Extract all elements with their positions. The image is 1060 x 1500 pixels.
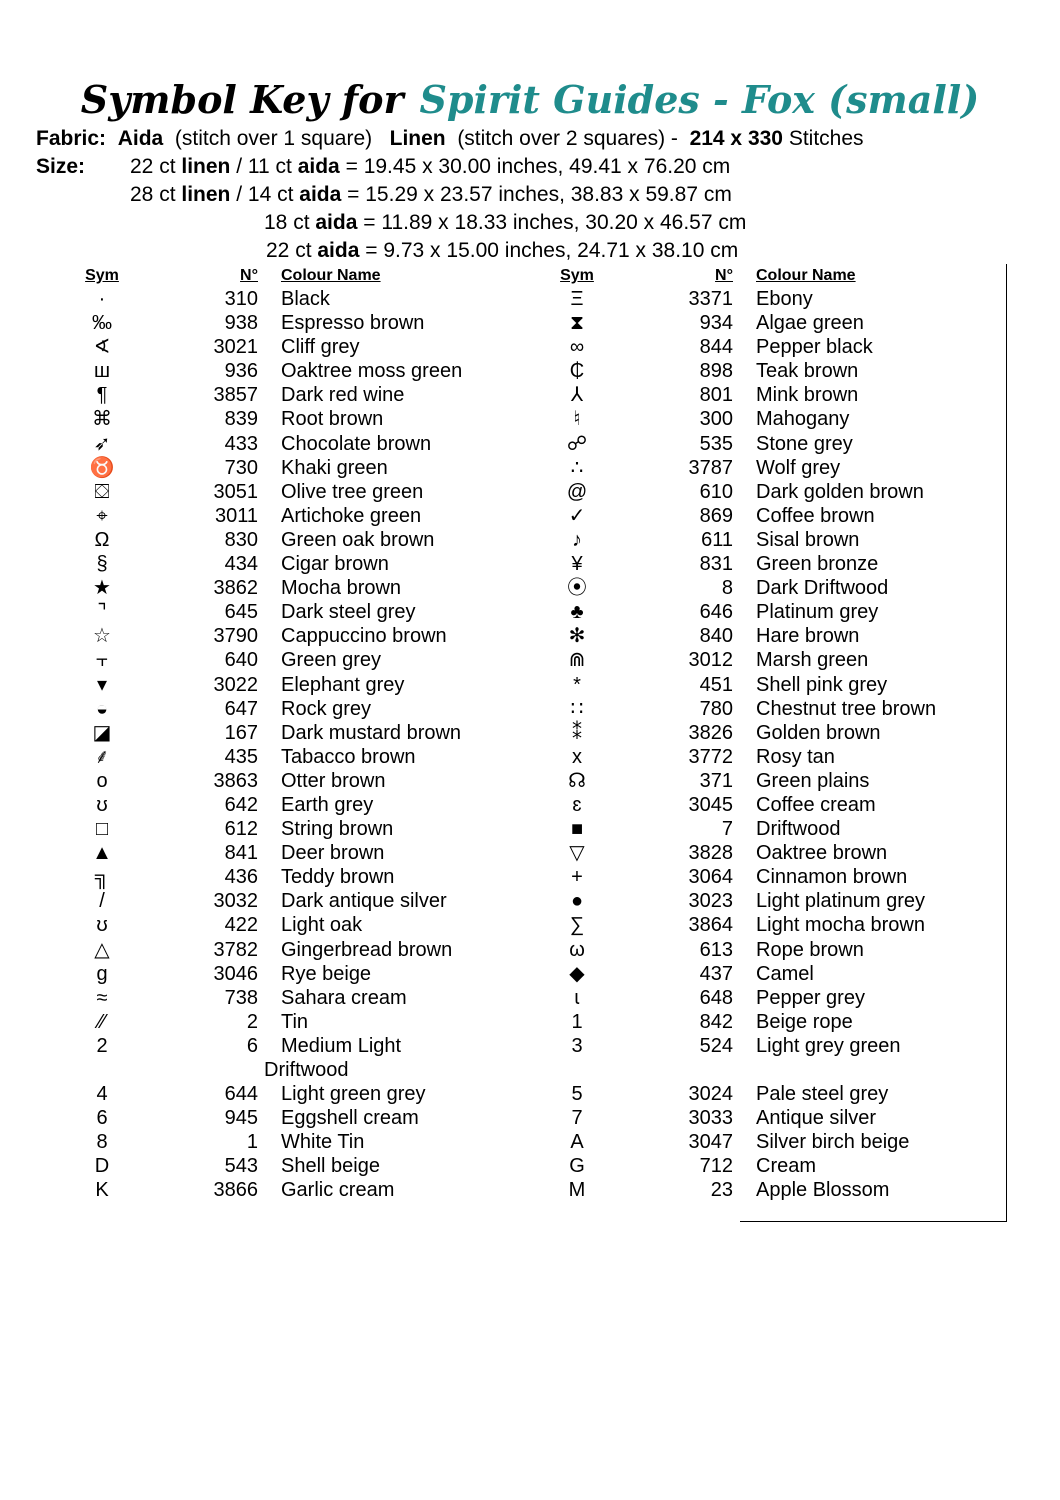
symbol-glyph: Ξ: [570, 288, 584, 310]
colour-name: Dark antique silver: [281, 890, 447, 913]
colour-name: Pale steel grey: [756, 1083, 889, 1106]
header-sym: Sym: [85, 267, 119, 284]
colour-name: Tabacco brown: [281, 745, 416, 768]
colour-name: Eggshell cream: [281, 1107, 419, 1130]
colour-name: Green oak brown: [281, 528, 435, 551]
floss-number: 3866: [213, 1179, 258, 1202]
symbol-glyph: ш: [93, 360, 111, 383]
symbol-glyph: ⛋: [94, 480, 110, 503]
floss-number: 644: [224, 1083, 258, 1106]
colour-name: Wolf grey: [756, 456, 841, 479]
fabric-line: [0, 125, 1060, 153]
symbol-glyph: ω: [569, 938, 585, 961]
colour-name: Ebony: [756, 288, 813, 310]
symbol-glyph: /: [99, 890, 105, 913]
colour-name: Cliff grey: [281, 336, 360, 359]
colour-name: Chocolate brown: [281, 432, 432, 455]
symbol-glyph: ⸙: [94, 745, 110, 768]
symbol-glyph: G: [569, 1155, 585, 1178]
floss-number: 3863: [213, 769, 258, 792]
symbol-glyph: ▾: [96, 673, 108, 696]
size-fabric: linen: [181, 183, 231, 206]
floss-number: 3023: [688, 890, 733, 913]
floss-number: 611: [701, 528, 733, 551]
symbol-glyph: ➶: [93, 432, 111, 455]
colour-name: Light green grey: [281, 1083, 426, 1106]
floss-number: 3033: [688, 1107, 733, 1130]
symbol-glyph: 6: [96, 1107, 108, 1130]
floss-number: 839: [224, 408, 258, 431]
colour-name: Black: [281, 288, 330, 310]
floss-number: 830: [224, 528, 258, 551]
symbol-glyph: ∑: [569, 914, 585, 937]
colour-name: Green grey: [281, 649, 382, 672]
floss-number: 3782: [213, 938, 258, 961]
floss-number: 945: [224, 1107, 258, 1130]
symbol-glyph: §: [96, 553, 108, 576]
colour-name: Green bronze: [756, 553, 879, 576]
colour-name: Algae green: [756, 312, 864, 335]
colour-name: Rope brown: [756, 938, 864, 961]
colour-name: Marsh green: [756, 649, 869, 672]
floss-number: 3064: [688, 866, 733, 889]
symbol-glyph: M: [568, 1179, 586, 1202]
colour-name: Dark steel grey: [281, 601, 416, 624]
symbol-glyph: ⁄⁄: [98, 1010, 106, 1033]
colour-name: Cinnamon brown: [756, 866, 908, 889]
symbol-glyph: 3: [571, 1034, 583, 1057]
floss-number: 436: [224, 866, 258, 889]
header-colour-name: Colour Name: [281, 267, 381, 284]
floss-number: 645: [224, 601, 258, 624]
colour-name: Dark golden brown: [756, 480, 924, 503]
colour-name: Dark red wine: [281, 384, 405, 407]
colour-name: Espresso brown: [281, 312, 425, 335]
symbol-glyph: ☆: [93, 625, 111, 648]
symbol-glyph: ⌘: [92, 408, 112, 431]
floss-number: 3032: [213, 890, 258, 913]
size-ct: 22 ct: [130, 155, 176, 178]
symbol-glyph: ¥: [571, 553, 583, 576]
colour-name: Silver birch beige: [756, 1131, 910, 1154]
colour-name: Dark mustard brown: [281, 721, 462, 744]
floss-number: 831: [699, 553, 733, 576]
symbol-glyph: ■: [570, 818, 584, 841]
colour-name: Olive tree green: [281, 480, 424, 503]
colour-name: Rye beige: [281, 962, 372, 985]
size-ct: 28 ct: [130, 183, 176, 206]
floss-number: 433: [224, 432, 258, 455]
floss-number: 435: [224, 745, 258, 768]
colour-name: Medium Light Driftwood: [264, 1034, 402, 1081]
symbol-glyph: ▽: [569, 842, 585, 865]
floss-number: 898: [699, 360, 733, 383]
floss-number: 300: [699, 408, 733, 431]
colour-name: Garlic cream: [281, 1179, 395, 1202]
symbol-glyph: ★: [93, 577, 111, 600]
colour-name: Shell pink grey: [756, 673, 888, 696]
colour-name: Antique silver: [756, 1107, 877, 1130]
colour-name: Oaktree brown: [756, 842, 888, 865]
header-number: N°: [240, 267, 258, 284]
colour-name: Sisal brown: [756, 528, 860, 551]
symbol-glyph: 7: [571, 1107, 583, 1130]
symbol-glyph: ♪: [572, 528, 582, 551]
fabric-linen: Linen: [389, 127, 446, 150]
floss-number: 3047: [688, 1131, 733, 1154]
floss-number: 7: [721, 818, 733, 841]
symbol-glyph: 1: [571, 1010, 583, 1033]
floss-number: 23: [710, 1179, 733, 1202]
symbol-glyph: ⦿: [567, 577, 587, 600]
symbol-glyph: ·: [98, 288, 106, 310]
colour-name: Platinum grey: [756, 601, 879, 624]
fabric-label: Fabric:: [36, 127, 107, 150]
floss-number: 8: [721, 577, 733, 600]
size-row-1: [0, 153, 1060, 181]
colour-name: Mink brown: [756, 384, 859, 407]
colour-name: Apple Blossom: [756, 1179, 890, 1202]
floss-number: 535: [699, 432, 733, 455]
symbol-glyph: ✓: [568, 504, 586, 527]
symbol-glyph: ⫟: [95, 649, 109, 672]
floss-number: 3790: [213, 625, 258, 648]
symbol-glyph: ⧗: [569, 312, 585, 335]
symbol-glyph: ╗: [94, 866, 110, 889]
symbol-glyph: 4: [96, 1083, 108, 1106]
colour-name: Beige rope: [756, 1010, 853, 1033]
symbol-glyph: A: [570, 1131, 584, 1154]
colour-name: Pepper grey: [756, 986, 865, 1009]
floss-number: 6: [246, 1034, 258, 1057]
floss-number: 3371: [688, 288, 733, 310]
floss-number: 3045: [688, 793, 733, 816]
symbol-glyph: ‰: [92, 312, 112, 335]
size-row-2: [0, 181, 1060, 209]
colour-name: Rock grey: [281, 697, 372, 720]
page-title: [0, 72, 1060, 128]
size-fabric2: aida: [297, 155, 340, 178]
colour-name: Dark Driftwood: [756, 577, 889, 600]
symbol-glyph: x: [572, 745, 582, 768]
symbol-glyph: ⁑: [572, 721, 582, 744]
floss-number: 612: [224, 818, 258, 841]
colour-name: Light grey green: [756, 1034, 901, 1057]
symbol-glyph: 5: [571, 1083, 583, 1106]
colour-name: Chestnut tree brown: [756, 697, 937, 720]
floss-number: 524: [699, 1034, 733, 1057]
symbol-glyph: ◆: [569, 962, 585, 985]
floss-number: 543: [224, 1155, 258, 1178]
colour-name: Golden brown: [756, 721, 881, 744]
symbol-glyph: ☊: [568, 769, 586, 792]
floss-number: 648: [699, 986, 733, 1009]
symbol-glyph: o: [96, 769, 108, 792]
colour-name: Driftwood: [756, 818, 841, 841]
colour-name: Light platinum grey: [756, 890, 925, 913]
title-prefix: Symbol Key for: [80, 77, 404, 122]
colour-name: Shell beige: [281, 1155, 380, 1178]
colour-name: String brown: [281, 818, 394, 841]
symbol-glyph: @: [566, 480, 588, 503]
floss-number: 642: [224, 793, 258, 816]
colour-name: Teddy brown: [281, 866, 395, 889]
symbol-glyph: ⅄: [570, 384, 584, 407]
symbol-glyph: ⌖: [96, 504, 108, 527]
colour-name: Cigar brown: [281, 553, 389, 576]
colour-name: Mahogany: [756, 408, 850, 431]
colour-name: Stone grey: [756, 432, 853, 455]
fabric-aida-note: (stitch over 1 square): [174, 127, 373, 150]
floss-number: 422: [224, 914, 258, 937]
size-fabric: aida: [317, 239, 360, 262]
floss-number: 3011: [214, 504, 258, 527]
floss-number: 613: [699, 938, 733, 961]
symbol-glyph: 8: [96, 1131, 108, 1154]
symbol-glyph: ɛ: [572, 793, 582, 816]
size-dims: = 11.89 x 18.33 inches, 30.20 x 46.57 cm: [363, 211, 747, 234]
symbol-glyph: ☍: [566, 432, 588, 455]
symbol-glyph: Ω: [94, 528, 110, 551]
frame-bottom-rule: [740, 1221, 1007, 1222]
colour-name: Earth grey: [281, 793, 374, 816]
floss-number: 3022: [213, 673, 258, 696]
colour-name: Mocha brown: [281, 577, 402, 600]
colour-name: Root brown: [281, 408, 384, 431]
colour-name: Coffee brown: [756, 504, 875, 527]
colour-name: Hare brown: [756, 625, 860, 648]
colour-name: Light oak: [281, 914, 363, 937]
floss-number: 371: [699, 769, 733, 792]
stitches-label: Stitches: [788, 127, 864, 150]
symbol-glyph: ʊ: [96, 793, 108, 816]
size-row-3: [0, 209, 1060, 237]
symbol-glyph: ♣: [570, 601, 584, 624]
colour-name: Gingerbread brown: [281, 938, 453, 961]
floss-number: 3857: [213, 384, 258, 407]
floss-number: 610: [699, 480, 733, 503]
symbol-glyph: K: [95, 1179, 109, 1202]
floss-number: 841: [224, 842, 258, 865]
colour-name: Pepper black: [756, 336, 873, 359]
floss-number: 801: [699, 384, 733, 407]
symbol-glyph: △: [94, 938, 110, 961]
floss-number: 3828: [688, 842, 733, 865]
floss-number: 434: [224, 553, 258, 576]
floss-number: 646: [699, 601, 733, 624]
floss-number: 3826: [688, 721, 733, 744]
floss-number: 869: [699, 504, 733, 527]
floss-number: 640: [224, 649, 258, 672]
colour-name: Green plains: [756, 769, 870, 792]
size-fabric2: aida: [299, 183, 342, 206]
symbol-glyph: ʊ: [96, 914, 108, 937]
floss-number: 310: [224, 288, 258, 310]
size-ct2: / 11 ct: [236, 155, 292, 178]
size-fabric: aida: [315, 211, 358, 234]
colour-name: Rosy tan: [756, 745, 835, 768]
colour-name: Artichoke green: [281, 504, 422, 527]
floss-number: 780: [699, 697, 733, 720]
frame-vertical-rule: [1006, 264, 1007, 1222]
symbol-glyph: ∴: [570, 456, 584, 479]
colour-name: Tin: [281, 1010, 309, 1033]
symbol-glyph: ▲: [92, 842, 112, 865]
floss-number: 647: [224, 697, 258, 720]
floss-number: 934: [699, 312, 733, 335]
symbol-glyph: ◒: [95, 697, 109, 720]
symbol-glyph: ◪: [92, 721, 112, 744]
symbol-glyph: *: [573, 673, 581, 696]
size-dims: = 15.29 x 23.57 inches, 38.83 x 59.87 cm: [347, 183, 732, 206]
floss-number: 3024: [688, 1083, 733, 1106]
size-dims: = 9.73 x 15.00 inches, 24.71 x 38.10 cm: [365, 239, 739, 262]
floss-number: 936: [224, 360, 258, 383]
header-number: N°: [715, 267, 733, 284]
colour-name: Otter brown: [281, 769, 386, 792]
floss-number: 2: [246, 1010, 258, 1033]
symbol-glyph: ₵: [569, 360, 585, 383]
floss-number: 3772: [688, 745, 733, 768]
colour-name: White Tin: [281, 1131, 365, 1154]
header-sym: Sym: [560, 267, 594, 284]
colour-name: Camel: [756, 962, 814, 985]
floss-number: 712: [699, 1155, 733, 1178]
floss-number: 938: [224, 312, 258, 335]
symbol-glyph: ≈: [96, 986, 108, 1009]
floss-number: 3012: [688, 649, 733, 672]
floss-number: 3051: [213, 480, 258, 503]
size-ct2: / 14 ct: [236, 183, 294, 206]
floss-number: 3864: [688, 914, 733, 937]
symbol-glyph: ∷: [570, 697, 584, 720]
symbol-glyph: ⌝: [97, 601, 107, 624]
symbol-glyph: ∞: [569, 336, 585, 359]
size-ct: 18 ct: [264, 211, 310, 234]
colour-name: Elephant grey: [281, 673, 405, 696]
symbol-glyph: D: [94, 1155, 110, 1178]
symbol-glyph: ¶: [96, 384, 108, 407]
size-fabric: linen: [181, 155, 231, 178]
colour-name: Coffee cream: [756, 793, 876, 816]
symbol-glyph: ∢: [93, 336, 111, 359]
header-colour-name: Colour Name: [756, 267, 856, 284]
colour-name: Sahara cream: [281, 986, 407, 1009]
symbol-glyph: +: [571, 866, 583, 889]
symbol-glyph: □: [95, 818, 109, 841]
size-ct: 22 ct: [266, 239, 312, 262]
floss-number: 738: [224, 986, 258, 1009]
colour-name: Light mocha brown: [756, 914, 925, 937]
symbol-glyph: g: [96, 962, 108, 985]
symbol-glyph: ✻: [568, 625, 586, 648]
stitch-count: 214 x 330: [689, 127, 783, 150]
symbol-glyph: 2: [96, 1034, 108, 1057]
fabric-aida: Aida: [117, 127, 164, 150]
floss-number: 840: [699, 625, 733, 648]
floss-number: 1: [246, 1131, 258, 1154]
symbol-glyph: ♮: [573, 408, 581, 431]
floss-number: 451: [699, 673, 733, 696]
colour-name: Deer brown: [281, 842, 385, 865]
floss-number: 842: [699, 1010, 733, 1033]
symbol-glyph: ɩ: [574, 986, 580, 1009]
colour-name: Cream: [756, 1155, 817, 1178]
symbol-glyph: ●: [570, 890, 584, 913]
colour-name: Oaktree moss green: [281, 360, 463, 383]
size-row-4: [0, 237, 1060, 265]
floss-number: 3787: [688, 456, 733, 479]
floss-number: 3046: [213, 962, 258, 985]
floss-number: 3021: [213, 336, 258, 359]
floss-number: 437: [699, 962, 733, 985]
size-label: Size:: [36, 155, 86, 178]
floss-number: 3862: [213, 577, 258, 600]
size-dims: = 19.45 x 30.00 inches, 49.41 x 76.20 cm: [345, 155, 731, 178]
floss-number: 167: [224, 721, 258, 744]
floss-number: 730: [224, 456, 258, 479]
colour-name: Teak brown: [756, 360, 859, 383]
colour-name: Khaki green: [281, 456, 388, 479]
symbol-glyph: ♉: [89, 456, 115, 479]
pattern-name: Spirit Guides - Fox (small): [419, 77, 980, 122]
floss-number: 844: [699, 336, 733, 359]
colour-name: Cappuccino brown: [281, 625, 447, 648]
fabric-linen-note: (stitch over 2 squares) -: [457, 127, 678, 150]
symbol-glyph: ⋒: [568, 649, 586, 672]
